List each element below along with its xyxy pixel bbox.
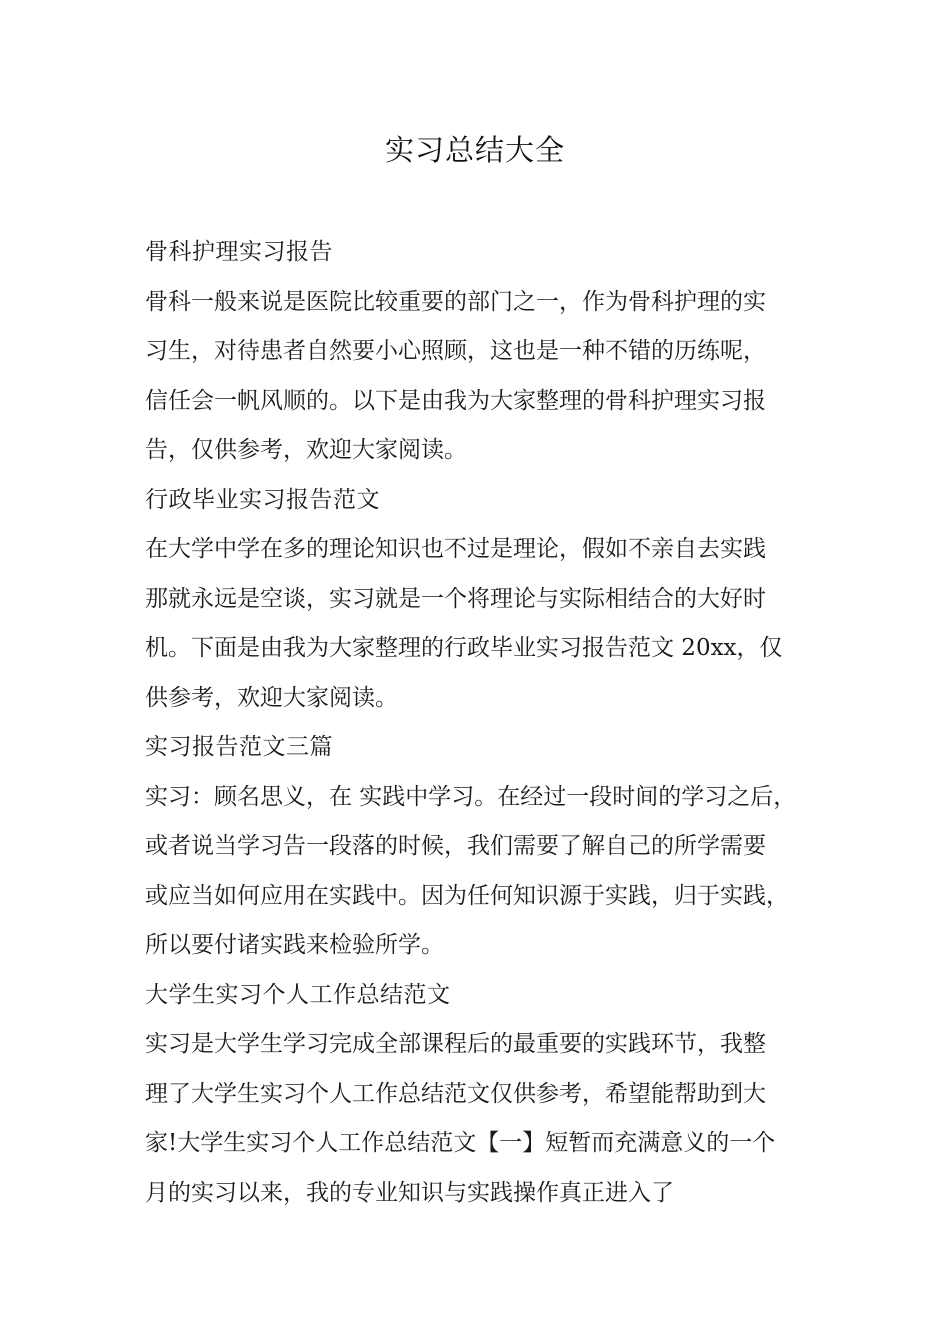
- paragraph-line: 在大学中学在多的理论知识也不过是理论，假如不亲自去实践: [145, 536, 766, 562]
- paragraph-line: 家!大学生实习个人工作总结范文【一】短暂而充满意义的一个: [145, 1130, 776, 1156]
- paragraph-line: 习生，对待患者自然要小心照顾，这也是一种不错的历练呢，: [145, 338, 766, 364]
- paragraph-line: 实习是大学生学习完成全部课程后的最重要的实践环节，我整: [145, 1031, 766, 1057]
- paragraph-line: 那就永远是空谈，实习就是一个将理论与实际相结合的大好时: [145, 585, 766, 612]
- paragraph-line: 供参考，欢迎大家阅读。: [145, 684, 398, 711]
- document-title: 实习总结大全: [384, 133, 565, 167]
- paragraph-line: 告，仅供参考，欢迎大家阅读。: [145, 437, 467, 463]
- section-heading: 骨科护理实习报告: [145, 239, 333, 265]
- paragraph-line: 机。下面是由我为大家整理的行政毕业实习报告范文 20xx，仅: [145, 635, 783, 661]
- paragraph-line: 实习：顾名思义，在 实践中学习。在经过一段时间的学习之后，: [145, 783, 797, 810]
- paragraph-line: 理了大学生实习个人工作总结范文仅供参考，希望能帮助到大: [145, 1080, 766, 1107]
- section-admin-graduation: [145, 476, 835, 724]
- section-heading: 行政毕业实习报告范文: [145, 486, 380, 513]
- paragraph-line: 月的实习以来，我的专业知识与实践操作真正进入了: [145, 1179, 674, 1206]
- paragraph-line: 骨科一般来说是医院比较重要的部门之一，作为骨科护理的实: [145, 288, 766, 315]
- section-three-reports: [145, 723, 835, 971]
- section-heading: 实习报告范文三篇: [145, 734, 333, 760]
- document-body: [145, 228, 835, 1218]
- paragraph-line: 或应当如何应用在实践中。因为任何知识源于实践，归于实践，: [145, 882, 789, 909]
- paragraph-line: 所以要付诸实践来检验所学。: [145, 932, 444, 958]
- section-orthopedic-nursing: [145, 228, 835, 476]
- section-heading: 大学生实习个人工作总结范文: [145, 981, 451, 1008]
- paragraph-line: 信任会一帆风顺的。以下是由我为大家整理的骨科护理实习报: [145, 387, 766, 414]
- paragraph-line: 或者说当学习告一段落的时候，我们需要了解自己的所学需要: [145, 833, 766, 859]
- section-student-summary: [145, 971, 835, 1219]
